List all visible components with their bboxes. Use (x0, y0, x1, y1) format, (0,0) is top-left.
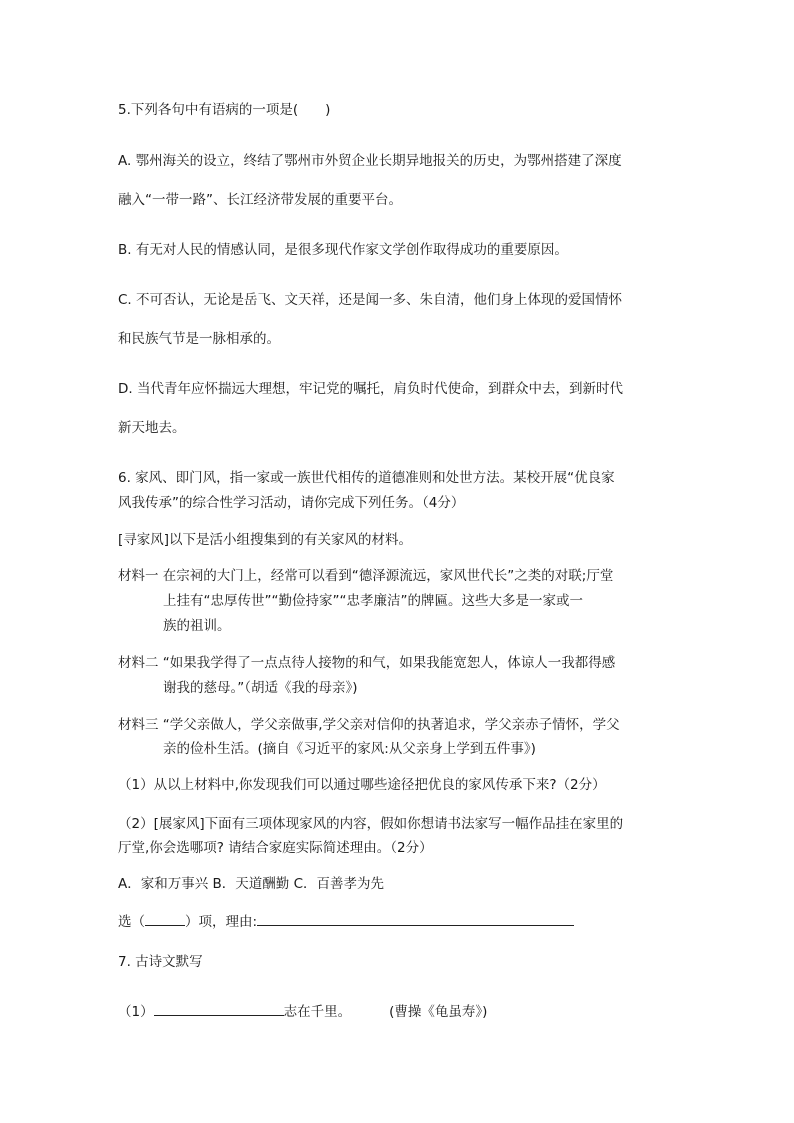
choice-blank[interactable] (145, 911, 185, 926)
q5-option-d-line2: 新天地去。 (118, 420, 186, 436)
q6-stem-line1: 6. 家风、即门风，指一家或一族世代相传的道德准则和处世方法。某校开展“优良家 (118, 470, 615, 486)
material-3-line2: 亲的俭朴生活。(摘自《习近平的家风:从父亲身上学到五件事》) (163, 741, 536, 757)
q7-item-text: 志在千里。 (283, 1004, 352, 1020)
q6-answer-line (118, 911, 574, 931)
q5-option-b: B. 有无对人民的情感认同，是很多现代作家文学创作取得成功的重要原因。 (118, 242, 568, 258)
q6-subquestion-2-line1: （2）[展家风]下面有三项体现家风的内容，假如你想请书法家写一幅作品挂在家里的 (118, 816, 624, 832)
q7-title: 7. 古诗文默写 (118, 954, 203, 970)
q5-stem: 5.下列各句中有语病的一项是( ) (118, 102, 331, 118)
q6-options: A．家和万事兴 B．天道酬勤 C．百善孝为先 (118, 876, 385, 892)
material-2-line1: 材料二 “如果我学得了一点点待人接物的和气，如果我能宽恕人，体谅人一我都得感 (118, 655, 616, 671)
q5-option-a-line1: A. 鄂州海关的设立，终结了鄂州市外贸企业长期异地报关的历史，为鄂州搭建了深度 (118, 153, 622, 169)
reason-blank[interactable] (257, 911, 574, 926)
q7-item-1 (118, 1001, 487, 1021)
poem-blank[interactable] (154, 1001, 284, 1016)
choose-mid: ）项，理由: (185, 914, 258, 930)
q7-item-prefix: （1） (118, 1004, 154, 1020)
material-1-line3: 族的祖训。 (163, 618, 231, 634)
q6-stem-line2: 风我传承”的综合性学习活动，请你完成下列任务。（4分） (118, 495, 465, 511)
q5-option-c-line2: 和民族气节是一脉相承的。 (118, 331, 280, 347)
choose-prefix: 选（ (118, 914, 145, 930)
q6-intro: [寻家风]以下是活小组搜集到的有关家风的材料。 (118, 532, 413, 548)
q6-subquestion-2-line2: 厅堂,你会选哪项? 请结合家庭实际简述理由。（2分） (118, 840, 433, 856)
q5-option-d-line1: D. 当代青年应怀揣远大理想，牢记党的嘱托，肩负时代使命，到群众中去，到新时代 (118, 381, 623, 397)
material-3-line1: 材料三 “学父亲做人，学父亲做事,学父亲对信仰的执著追求，学父亲赤子情怀，学父 (118, 717, 620, 733)
q6-subquestion-1: （1）从以上材料中,你发现我们可以通过哪些途径把优良的家风传承下来?（2分） (118, 777, 606, 793)
q7-item-source: (曹操《龟虽寿》) (389, 1004, 488, 1020)
q5-option-c-line1: C. 不可否认，无论是岳飞、文天祥，还是闻一多、朱自清，他们身上体现的爱国情怀 (118, 292, 623, 308)
material-1-line2: 上挂有“忠厚传世”“勤俭持家”“忠孝廉洁”的牌匾。这些大多是一家或一 (163, 593, 583, 609)
material-2-line2: 谢我的慈母。”（胡适《我的母亲》) (163, 680, 358, 696)
material-1-line1: 材料一 在宗祠的大门上，经常可以看到“德泽源流远，家风世代长”之类的对联;厅堂 (118, 568, 614, 584)
q5-option-a-line2: 融入“一带一路”、长江经济带发展的重要平台。 (118, 192, 402, 208)
